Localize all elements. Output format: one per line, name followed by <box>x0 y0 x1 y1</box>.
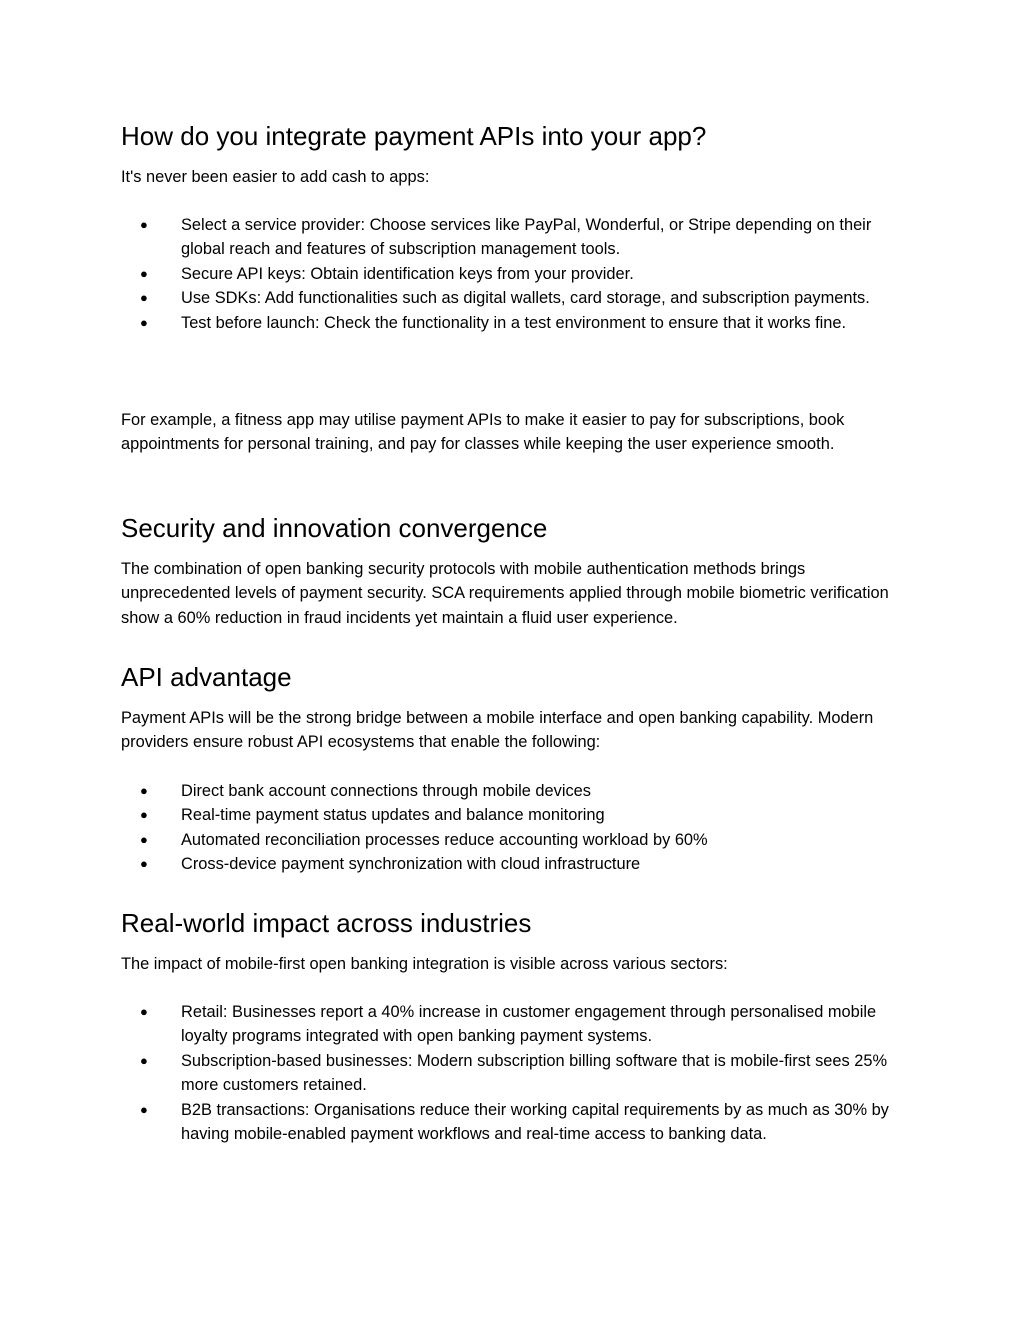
paragraph-intro-integrate: It's never been easier to add cash to apps: <box>121 168 430 186</box>
list-item <box>121 286 911 310</box>
list-item-text: Use SDKs: Add functionalities such as digital wallets, card storage, and subscription payments. <box>181 289 870 308</box>
heading-api-advantage: API advantage <box>121 662 292 692</box>
bullet-glyph: ● <box>140 314 148 330</box>
list-item <box>121 828 911 852</box>
list-item <box>121 262 911 286</box>
bullet-glyph: ● <box>140 831 148 847</box>
list-item-text: Test before launch: Check the functionality in a test environment to ensure that it works fine. <box>181 313 847 332</box>
bullet-glyph: ● <box>140 1052 148 1068</box>
list-industry-impacts <box>121 1000 911 1146</box>
list-item <box>121 1049 911 1098</box>
list-item <box>121 311 911 335</box>
list-item-text: Secure API keys: Obtain identification keys from your provider. <box>181 264 634 283</box>
list-item <box>121 1098 911 1147</box>
list-item-text: Cross-device payment synchronization with cloud infrastructure <box>181 855 641 874</box>
bullet-glyph: ● <box>140 290 148 306</box>
heading-real-world-impact: Real-world impact across industries <box>121 908 532 938</box>
list-item <box>121 803 911 827</box>
list-item <box>121 779 911 803</box>
list-integration-steps <box>121 213 911 335</box>
list-item-text: Real-time payment status updates and balance monitoring <box>181 806 605 825</box>
list-item-text: B2B transactions: Organisations reduce their working capital requirements by as much as 30% by having mobile-enabled payment workflows and real-time access to banking data. <box>181 1100 889 1144</box>
bullet-glyph: ● <box>140 856 148 872</box>
heading-security-innovation: Security and innovation convergence <box>121 513 548 543</box>
list-item <box>121 852 911 876</box>
bullet-glyph: ● <box>140 1101 148 1117</box>
list-item <box>121 213 911 262</box>
list-item-text: Automated reconciliation processes reduce accounting workload by 60% <box>181 830 708 849</box>
heading-integrate-payment-apis: How do you integrate payment APIs into your app? <box>121 121 707 151</box>
bullet-glyph: ● <box>140 265 148 281</box>
bullet-glyph: ● <box>140 807 148 823</box>
paragraph-security: The combination of open banking security protocols with mobile authentication methods brings unprecedented levels of payment security. SCA requirements applied through mobile biometric verification show a 60% reduction in fraud incidents yet maintain a fluid user experience. <box>121 560 889 627</box>
list-item-text: Select a service provider: Choose services like PayPal, Wonderful, or Stripe depending on their global reach and features of subscription management tools. <box>181 216 872 259</box>
bullet-glyph: ● <box>140 217 148 232</box>
list-item-text: Retail: Businesses report a 40% increase in customer engagement through personalised mobile loyalty programs integrated with open banking payment systems. <box>181 1003 877 1046</box>
paragraph-real-world-impact: The impact of mobile-first open banking integration is visible across various sectors: <box>121 955 728 973</box>
list-item <box>121 1000 911 1049</box>
paragraph-fitness-example: For example, a fitness app may utilise payment APIs to make it easier to pay for subscriptions, book appointments for personal training, and pay for classes while keeping the user experience smooth. <box>121 411 845 454</box>
list-item-text: Subscription-based businesses: Modern subscription billing software that is mobile-first sees 25% more customers retained. <box>181 1051 888 1095</box>
list-item-text: Direct bank account connections through mobile devices <box>181 782 591 800</box>
bullet-glyph: ● <box>140 783 148 798</box>
paragraph-api-advantage: Payment APIs will be the strong bridge between a mobile interface and open banking capability. Modern providers ensure robust API ecosystems that enable the following: <box>121 709 874 752</box>
bullet-glyph: ● <box>140 1004 148 1019</box>
list-api-benefits <box>121 779 911 877</box>
